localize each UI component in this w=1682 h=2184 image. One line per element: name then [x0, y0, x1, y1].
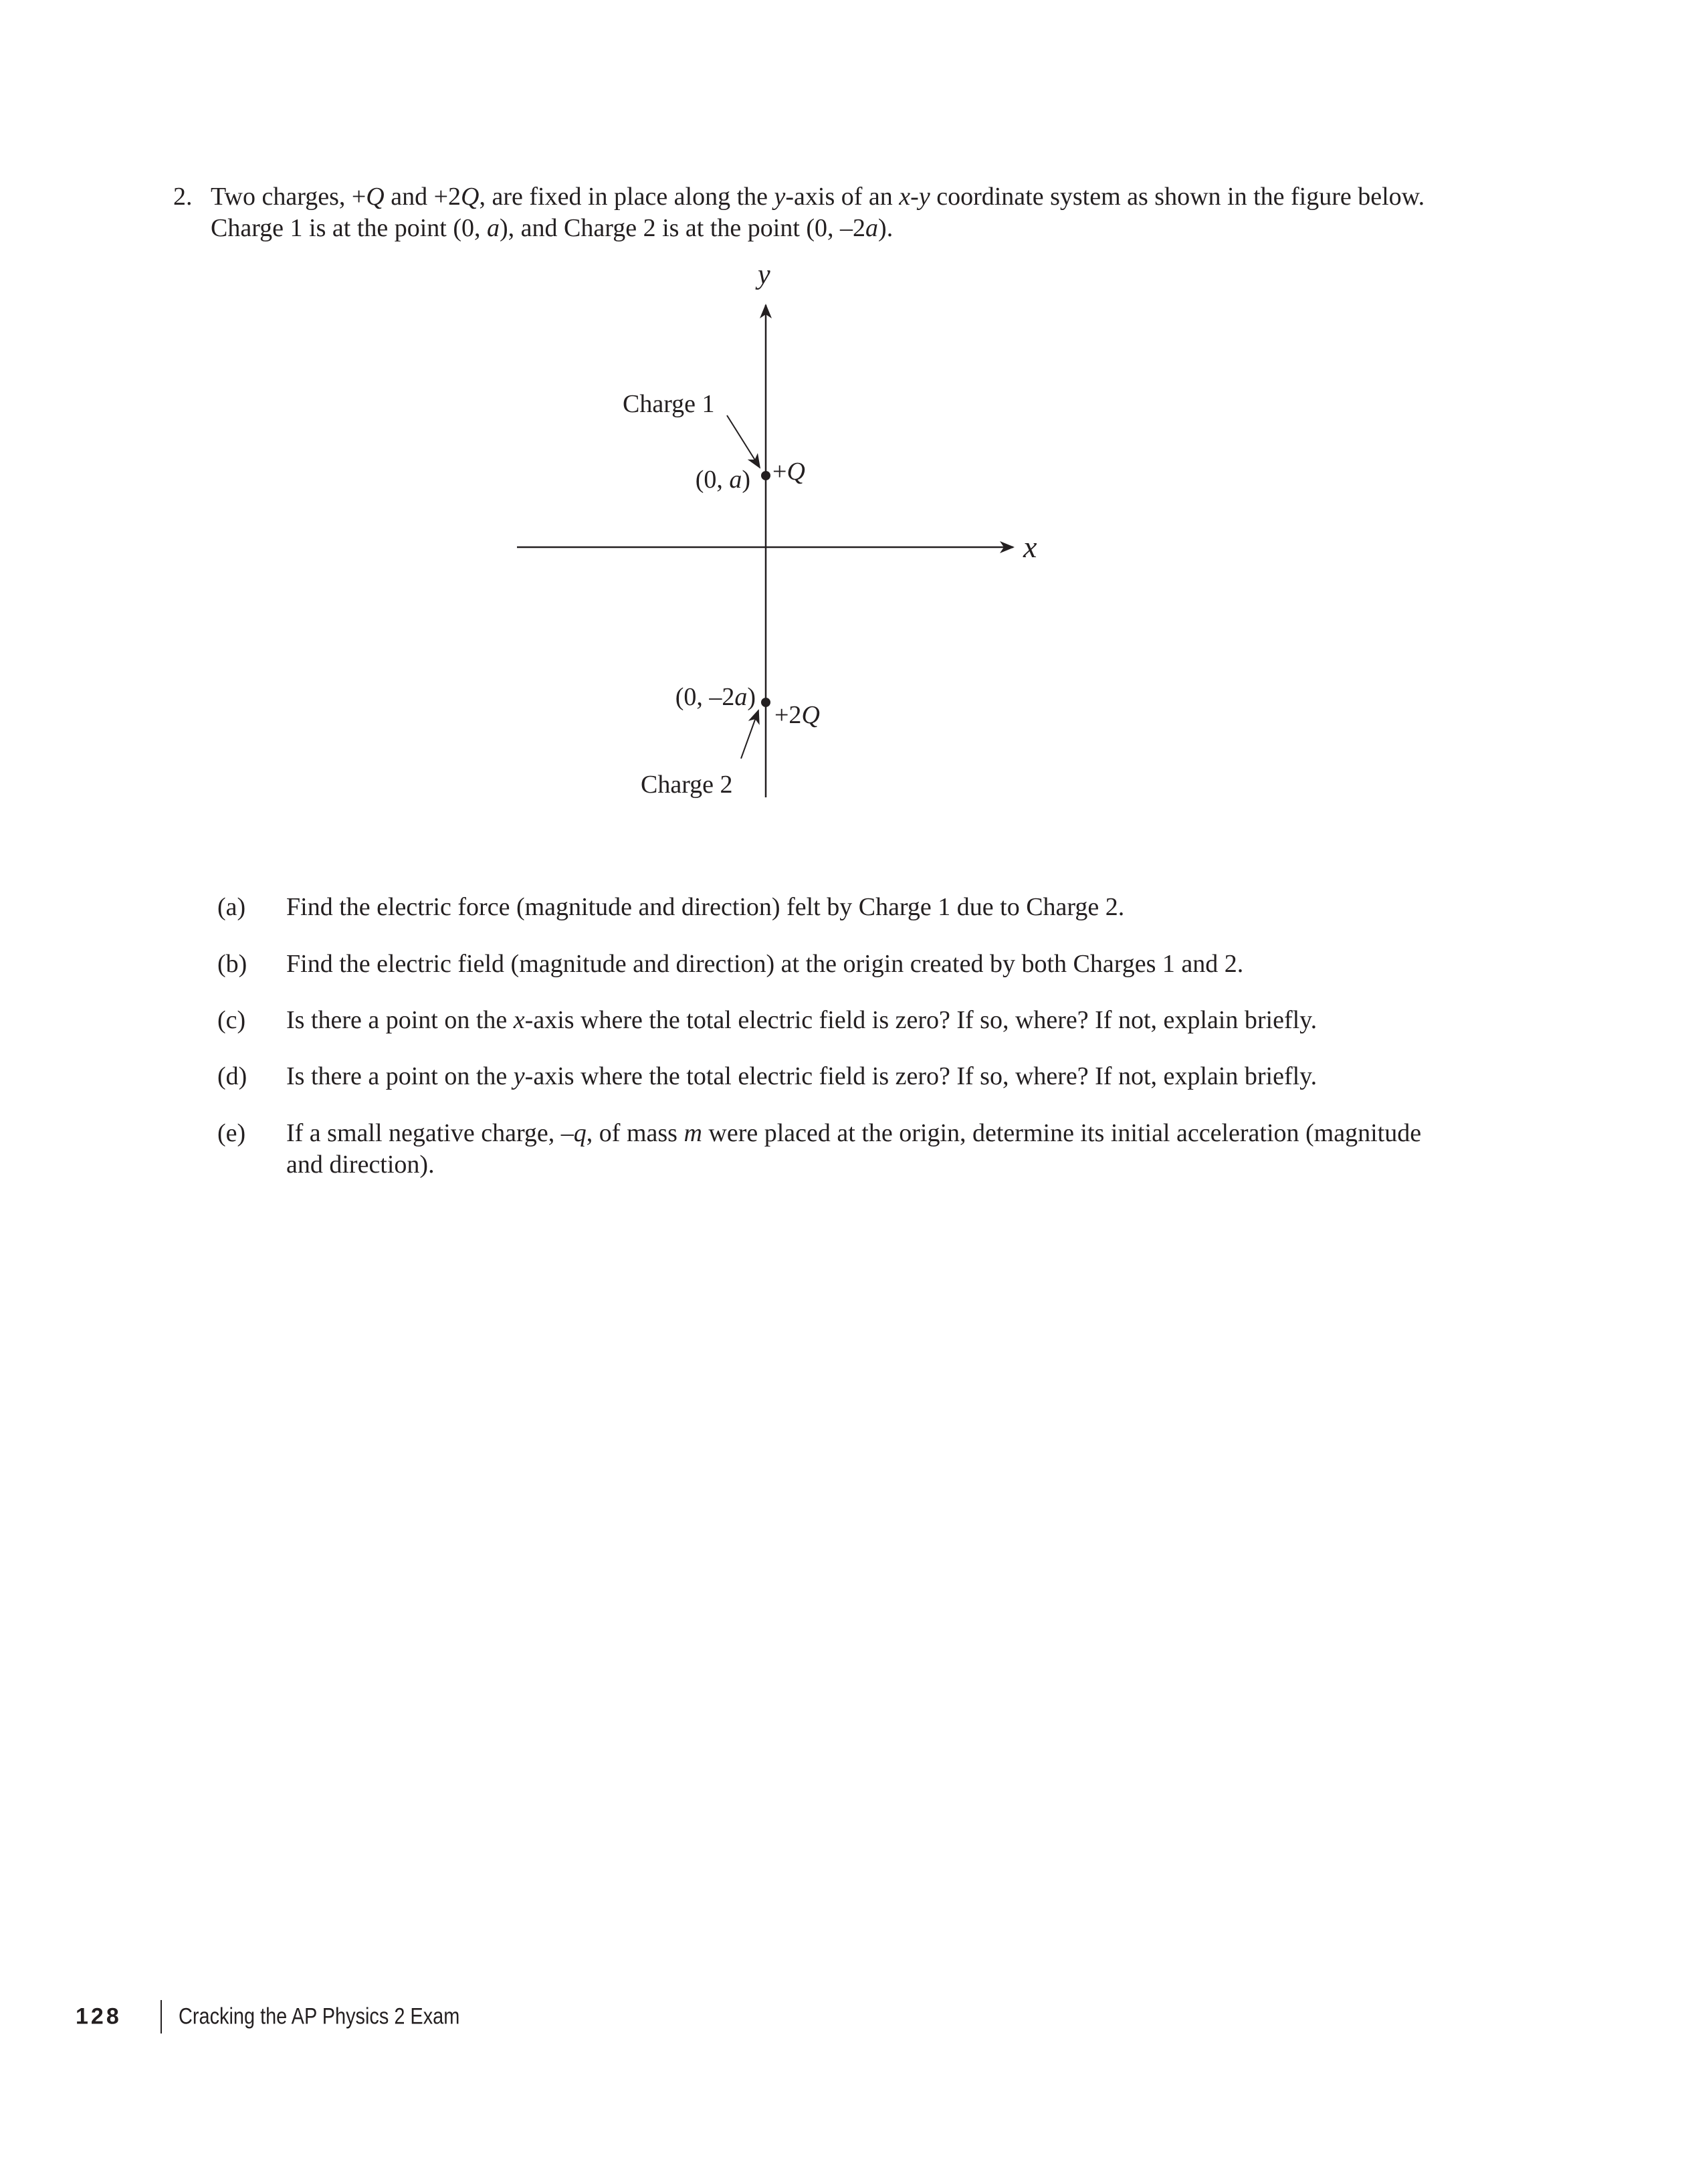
- italic-text-run: Q: [786, 458, 805, 486]
- italic-text-run: q: [573, 1119, 587, 1147]
- charge-1-value: [772, 459, 805, 484]
- text-run: coordinate system as shown in the figure below.: [930, 183, 1425, 211]
- sub-question-text: [286, 1064, 1317, 1089]
- page-number: 128: [76, 2003, 122, 2029]
- text-run: ): [742, 466, 750, 494]
- charge-2-coordinate: [675, 684, 756, 710]
- italic-text-run: a: [729, 466, 742, 494]
- italic-text-run: Q: [366, 183, 385, 211]
- text-run: If a small negative charge, –: [286, 1119, 574, 1147]
- charge-2-label: Charge 2: [641, 771, 733, 799]
- sub-question-label: (a): [217, 893, 246, 921]
- sub-question-text: [286, 1007, 1317, 1033]
- italic-text-run: a: [487, 214, 500, 242]
- charge-1-label: Charge 1: [623, 390, 715, 418]
- sub-question-label: (e): [217, 1119, 246, 1147]
- text-run: (0,: [695, 466, 730, 494]
- sub-question-text: [286, 894, 1124, 920]
- italic-text-run: y: [774, 183, 786, 211]
- book-title: Cracking the AP Physics 2 Exam: [179, 2003, 460, 2029]
- text-run: Find the electric force (magnitude and direction) felt by Charge 1 due to Charge 2.: [286, 893, 1125, 921]
- charge-2-dot: [761, 698, 770, 707]
- footer-divider: [161, 2000, 162, 2033]
- italic-text-run: x: [513, 1006, 525, 1034]
- text-run: -axis where the total electric field is zero? If so, where? If not, explain briefly.: [524, 1006, 1318, 1034]
- charge-1-coordinate: [696, 467, 750, 492]
- sub-question-text: [286, 1120, 1421, 1146]
- italic-text-run: Q: [801, 701, 820, 729]
- sub-question-text: [286, 951, 1243, 977]
- text-run: and +2: [384, 183, 461, 211]
- text-run: ): [747, 683, 756, 711]
- coordinate-diagram: [0, 0, 1682, 870]
- text-run: -: [910, 183, 919, 211]
- italic-text-run: y: [918, 183, 930, 211]
- text-run: -axis of an: [785, 183, 900, 211]
- text-run: Is there a point on the: [286, 1062, 514, 1090]
- text-run: Is there a point on the: [286, 1006, 514, 1034]
- text-run: -axis where the total electric field is zero? If so, where? If not, explain briefly.: [524, 1062, 1318, 1090]
- text-run: (0, –2: [675, 683, 735, 711]
- italic-text-run: Q: [461, 183, 480, 211]
- sub-question-label: (d): [217, 1062, 247, 1090]
- italic-text-run: a: [865, 214, 879, 242]
- italic-text-run: m: [684, 1119, 702, 1147]
- text-run: +2: [774, 701, 802, 729]
- text-run: Charge 1 is at the point (0,: [211, 214, 488, 242]
- question-number: 2.: [173, 183, 193, 211]
- sub-question-text: [286, 1152, 435, 1177]
- text-run: ), and Charge 2 is at the point (0, –2: [500, 214, 866, 242]
- charge-1-pointer-arrow: [727, 415, 760, 468]
- italic-text-run: x: [899, 183, 911, 211]
- italic-text-run: a: [734, 683, 748, 711]
- sub-question-label: (b): [217, 950, 247, 978]
- text-run: Find the electric field (magnitude and direction) at the origin created by both Charges 1 and 2.: [286, 950, 1244, 978]
- text-run: Two charges, +: [211, 183, 366, 211]
- text-run: , of mass: [586, 1119, 684, 1147]
- y-axis-label: y: [758, 260, 770, 290]
- text-run: and direction).: [286, 1151, 435, 1179]
- text-run: were placed at the origin, determine its initial acceleration (magnitude: [702, 1119, 1422, 1147]
- charge-2-value: [774, 702, 820, 728]
- text-run: ).: [878, 214, 893, 242]
- text-run: +: [772, 458, 787, 486]
- x-axis-label: x: [1023, 530, 1037, 564]
- charge-2-pointer-arrow: [741, 710, 758, 759]
- sub-question-label: (c): [217, 1006, 246, 1034]
- text-run: , are fixed in place along the: [479, 183, 774, 211]
- italic-text-run: y: [513, 1062, 525, 1090]
- charge-1-dot: [761, 471, 770, 480]
